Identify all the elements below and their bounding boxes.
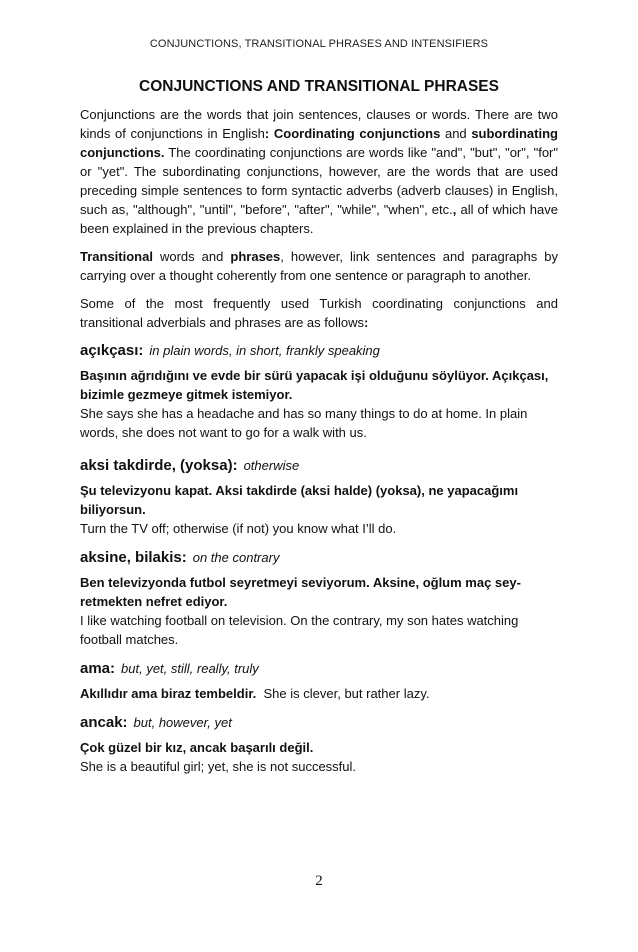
turkish-example: Ben televizyonda futbol seyretmeyi seviyorum. Aksine, oğlum maç sey-retmekten nefret ediyor. xyxy=(80,575,521,609)
turkish-example: Çok güzel bir kız, ancak başarılı değil. xyxy=(80,740,314,755)
entry-term: aksine, bilakis: xyxy=(80,549,187,566)
intro-paragraph-1 xyxy=(80,105,558,238)
entry-meaning: in plain words, in short, frankly speaking xyxy=(149,343,380,358)
entry-heading xyxy=(80,548,558,567)
entry-heading xyxy=(80,659,558,678)
english-translation: She says she has a headache and has so many things to do at home. In plain words, she does not want to go for a walk with us. xyxy=(80,406,528,440)
entry-meaning: on the contrary xyxy=(192,550,280,565)
entry-term: aksi takdirde, (yoksa): xyxy=(80,457,238,474)
page-title: CONJUNCTIONS AND TRANSITIONAL PHRASES xyxy=(139,78,499,95)
intro-text: , however, link sentences and paragraphs by carrying over a thought coherently from one sentence or paragraph to another. xyxy=(80,249,558,283)
intro-comma: , xyxy=(452,202,457,217)
intro-text: words and xyxy=(152,249,231,264)
entry-meaning: otherwise xyxy=(243,458,300,473)
entry-heading xyxy=(80,341,558,360)
body-content xyxy=(80,105,558,784)
english-translation: Turn the TV off; otherwise (if not) you know what I’ll do. xyxy=(80,521,397,536)
entry-aksi-takdirde xyxy=(80,456,558,538)
running-header: CONJUNCTIONS, TRANSITIONAL PHRASES AND INTENSIFIERS xyxy=(149,38,489,50)
entry-term: ama: xyxy=(80,660,116,677)
entry-ancak xyxy=(80,713,558,776)
intro-text: Some of the most frequently used Turkish coordinating conjunctions and transitional adverbials and phrases are as follows xyxy=(80,296,558,330)
entry-heading xyxy=(80,456,558,475)
entry-term: ancak: xyxy=(80,714,128,731)
term-phrases: phrases xyxy=(230,249,281,264)
entry-acikcasi xyxy=(80,341,558,442)
intro-text: Conjunctions are the words that join sentences, clauses or words. There are two kinds of conjunctions in English xyxy=(80,107,558,141)
english-translation: I like watching football on television. On the contrary, my son hates watching football matches. xyxy=(80,613,519,647)
term-coordinating: : Coordinating conjunctions xyxy=(264,126,441,141)
example-line xyxy=(80,684,558,703)
intro-text: The coordinating conjunctions are words like "and", "but", "or", "for" or "yet". The subordinating conjunctions, however, are the words that are used preceding simple sentences to form syntactic adverbs (adverb clauses) in English, such as, "although", "until", "before", "after", "while", "when", etc. xyxy=(80,145,558,217)
turkish-example: Şu televizyonu kapat. Aksi takdirde (aksi halde) (yoksa), ne yapacağımı biliyorsun. xyxy=(80,483,519,517)
entry-meaning: but, however, yet xyxy=(133,715,232,730)
intro-text: all of which have been explained in the previous chapters. xyxy=(80,202,558,236)
intro-paragraph-3 xyxy=(80,294,558,332)
term-transitional: Transitional xyxy=(80,249,153,264)
turkish-example: Akıllıdır ama biraz tembeldir. xyxy=(80,686,257,701)
english-translation: She is clever, but rather lazy. xyxy=(263,686,430,701)
intro-text: and xyxy=(440,126,472,141)
page-number: 2 xyxy=(315,873,323,889)
term-subordinating: subordinating conjunctions. xyxy=(80,126,558,160)
intro-paragraph-2 xyxy=(80,247,558,285)
entry-meaning: but, yet, still, really, truly xyxy=(121,661,259,676)
entry-ama xyxy=(80,659,558,703)
entry-aksine xyxy=(80,548,558,649)
intro-colon: : xyxy=(364,315,369,330)
english-translation: She is a beautiful girl; yet, she is not successful. xyxy=(80,759,357,774)
entry-heading xyxy=(80,713,558,732)
entry-term: açıkçası: xyxy=(80,342,144,359)
turkish-example: Başının ağrıdığını ve evde bir sürü yapacak işi olduğunu söylüyor. Açıkçası, bizimle gezmeye gitmek istemiyor. xyxy=(80,368,549,402)
